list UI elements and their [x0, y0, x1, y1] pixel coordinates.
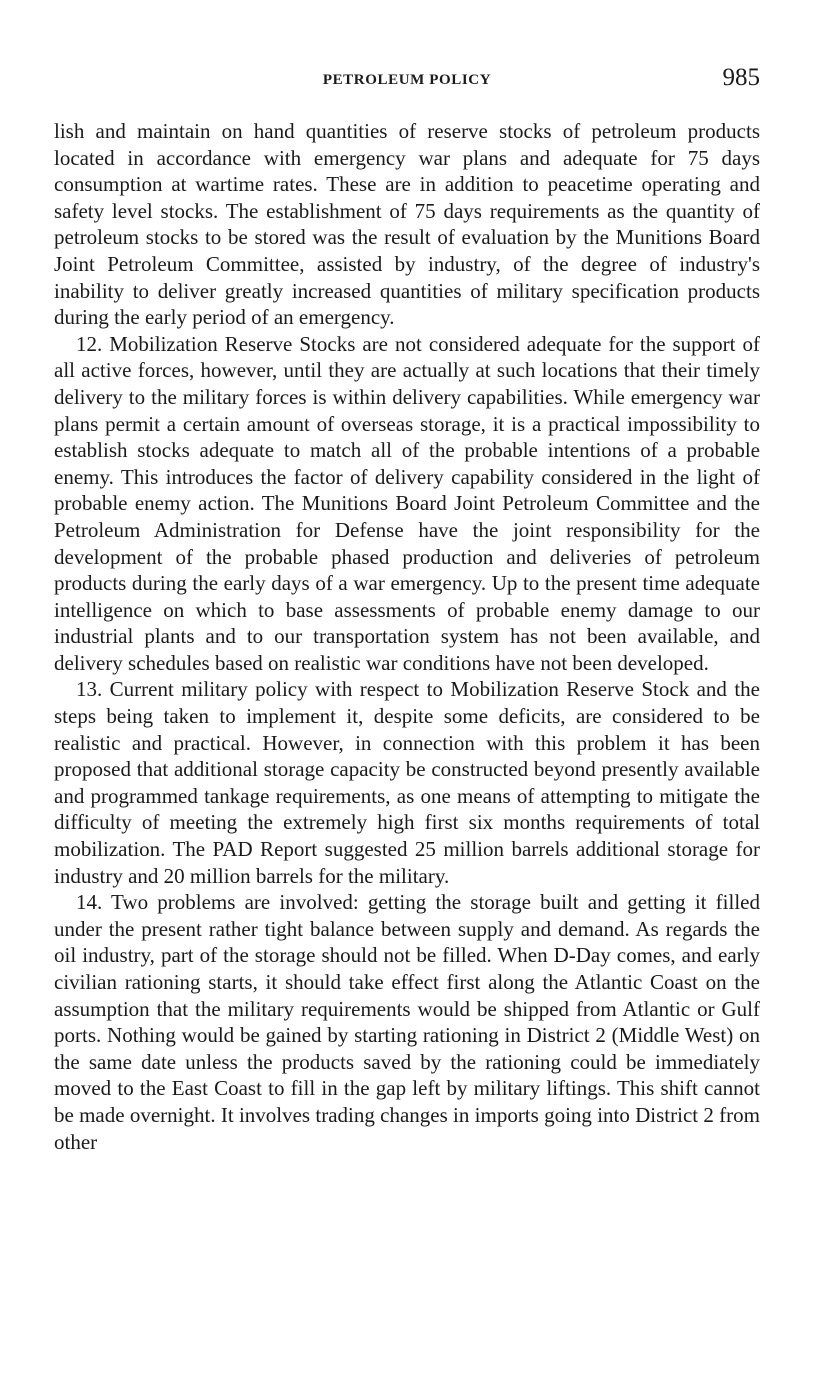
paragraph-12: 12. Mobilization Reserve Stocks are not considered adequate for the support of all active forces, however, until they are actually at such locations that their timely delivery to the military forces is within delivery capabilities. While emergency war plans permit a certain amount of overseas storage, it is a practical impossibility to establish stocks adequate to match all of the probable intentions of a probable enemy. This introduces the factor of delivery capability considered in the light of probable enemy action. The Munitions Board Joint Petroleum Committee and the Petroleum Administration for Defense have the joint responsibility for the development of the probable phased production and deliveries of petroleum products during the early days of a war emergency. Up to the present time adequate intelligence on which to base assessments of probable enemy damage to our industrial plants and to our transportation system has not been available, and delivery schedules based on realistic war conditions have not been developed.	[54, 331, 760, 675]
document-page	[54, 62, 760, 1155]
paragraph-continuation: lish and maintain on hand quantities of reserve stocks of petroleum products located in accordance with emergency war plans and adequate for 75 days consumption at wartime rates. These are in addition to peacetime operating and safety level stocks. The establishment of 75 days requirements as the quantity of petroleum stocks to be stored was the result of evaluation by the Munitions Board Joint Petroleum Committee, assisted by industry, of the degree of industry's inability to deliver greatly increased quantities of military specification products during the early period of an emergency.	[54, 119, 760, 330]
paragraph-14: 14. Two problems are involved: getting the storage built and getting it filled under the present rather tight balance between supply and demand. As regards the oil industry, part of the storage should not be filled. When D-Day comes, and early civilian rationing starts, it should take effect first along the Atlantic Coast on the assumption that the military requirements would be shipped from Atlantic or Gulf ports. Nothing would be gained by starting rationing in District 2 (Middle West) on the same date unless the products saved by the rationing could be immediately moved to the East Coast to fill in the gap left by military liftings. This shift cannot be made overnight. It involves trading changes in imports going into District 2 from other	[54, 890, 760, 1154]
running-header	[54, 62, 760, 102]
page-number: 985	[722, 64, 760, 91]
body-text	[54, 118, 760, 1155]
paragraph-13: 13. Current military policy with respect to Mobilization Reserve Stock and the steps being taken to implement it, despite some deficits, are considered to be realistic and practical. However, in connection with this problem it has been proposed that additional storage capacity be constructed beyond presently available and programmed tankage requirements, as one means of attempting to mitigate the difficulty of meeting the extremely high first six months requirements of total mobilization. The PAD Report suggested 25 million barrels additional storage for industry and 20 million barrels for the military.	[54, 677, 760, 888]
running-title: PETROLEUM POLICY	[322, 72, 492, 88]
